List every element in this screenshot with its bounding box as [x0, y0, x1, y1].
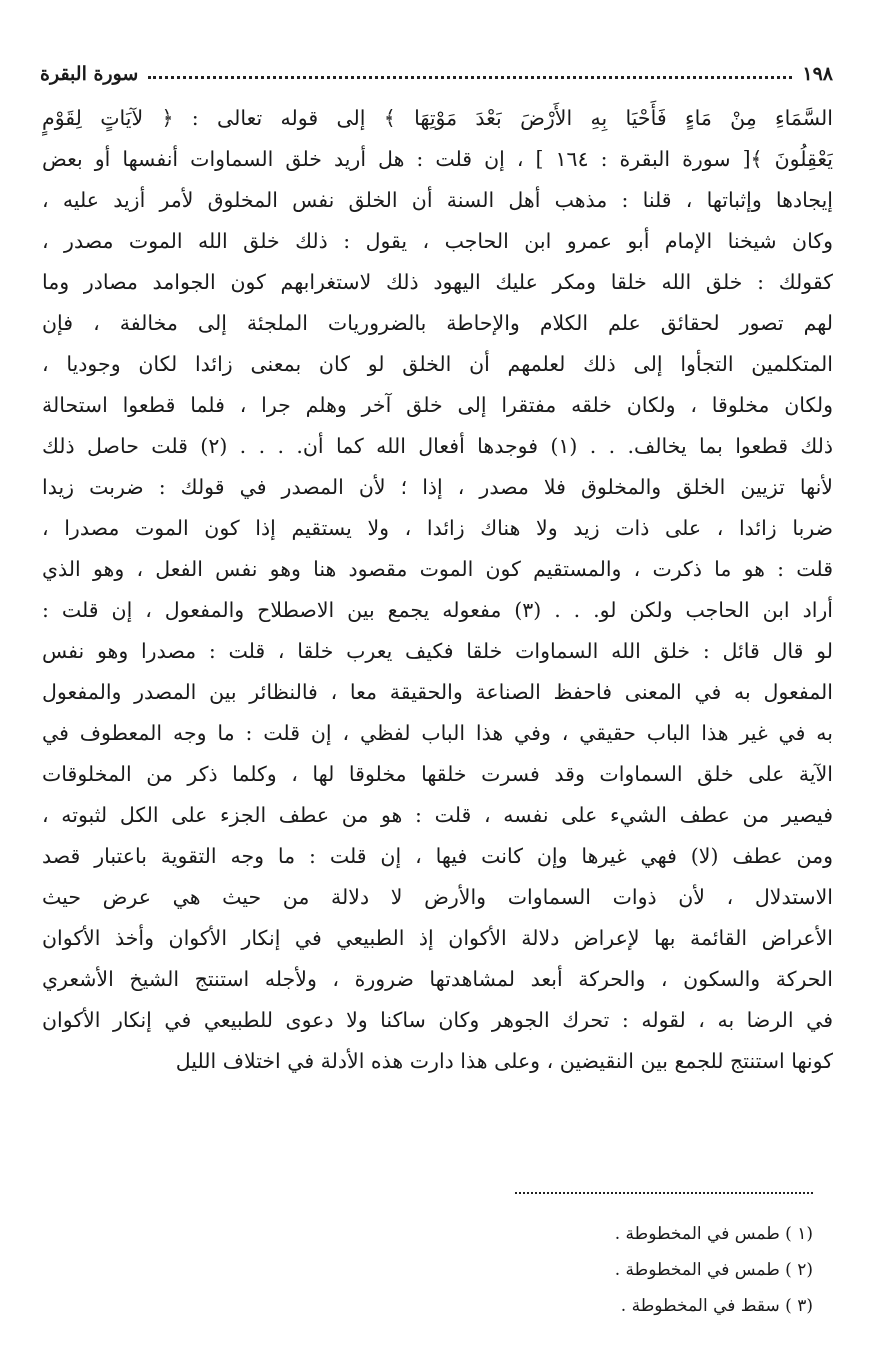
text-line: يَعْقِلُونَ ﴾[ سورة البقرة : ١٦٤ ] ، إن قلت : هل أريد خلق السماوات أنفسها أو بعض	[42, 147, 833, 171]
footnote-separator	[515, 1192, 813, 1194]
footnote: (٢ ) طمس في المخطوطة .	[614, 1260, 813, 1280]
text-line: المفعول به في المعنى فاحفظ الصناعة والحقيقة معا ، فالنظائر بين المصدر والمفعول	[42, 680, 833, 704]
text-line: الآية على خلق السماوات وقد فسرت خلقها مخلوقا لها ، وكلما ذكر من المخلوقات	[42, 762, 833, 786]
text-line: به في غير هذا الباب حقيقي ، وفي هذا الباب لفظي ، إن قلت : ما وجه المعطوف في	[42, 721, 833, 745]
footnote: (١ ) طمس في المخطوطة .	[614, 1224, 813, 1244]
text-line: لأنها تزيين الخلق والمخلوق فلا مصدر ، إذا ؛ لأن المصدر في قولك : ضربت زيدا	[42, 475, 833, 499]
text-line: كونها استنتج للجمع بين النقيضين ، وعلى هذا دارت هذه الأدلة في اختلاف الليل	[175, 1049, 833, 1073]
text-line: الحركة والسكون ، والحركة أبعد لمشاهدتها ضرورة ، ولأجله استنتج الشيخ الأشعري	[42, 967, 833, 991]
text-line: كقولك : خلق الله خلقا ومكر عليك اليهود ذلك لاستغرابهم كون الجوامد مصادر وما	[42, 270, 833, 294]
text-line: السَّمَاءِ مِنْ مَاءٍ فَأَحْيَا بِهِ الأَرْضَ بَعْدَ مَوْتِهَا ﴾ إلى قوله تعالى : ﴿ لآيَاتٍ لِقَوْمٍ	[42, 106, 833, 130]
header-dotted-rule	[148, 76, 792, 79]
page-number: ١٩٨	[802, 63, 833, 85]
text-line: لهم تصور لحقائق علم الكلام والإحاطة بالضروريات الملجئة إلى مخالفة ، فإن	[42, 311, 833, 335]
page-header	[40, 60, 833, 88]
text-line: ولكان مخلوقا ، ولكان خلقه مفتقرا إلى خلق آخر وهلم جرا ، فلما قطعوا استحالة	[42, 393, 833, 417]
text-line: ومن عطف (لا) فهي غيرها وإن كانت فيها ، إن قلت : ما وجه التقوية باعتبار قصد	[42, 844, 833, 868]
text-line: فيصير من عطف الشيء على نفسه ، قلت : هو من عطف الجزء على الكل لثبوته ،	[42, 803, 833, 827]
text-line: إيجادها وإثباتها ، قلنا : مذهب أهل السنة أن الخلق نفس المخلوق لأمر أزيد عليه ،	[42, 188, 833, 212]
text-line: الاستدلال ، لأن ذوات السماوات والأرض لا دلالة من حيث هي عرض حيث	[42, 885, 833, 909]
text-line: المتكلمين التجأوا إلى ذلك لعلمهم أن الخلق لو كان بمعنى زائدا لكان وجوديا ،	[42, 352, 833, 376]
footnote: (٣ ) سقط في المخطوطة .	[620, 1296, 813, 1316]
text-line: ذلك قطعوا بما يخالف. . . (١) فوجدها أفعال الله كما أن. . . . (٢) قلت حاصل ذلك	[42, 434, 833, 458]
text-line: لو قال قائل : خلق الله السماوات خلقا فكيف يعرب خلقا ، قلت : مصدرا وهو نفس	[42, 639, 833, 663]
text-line: وكان شيخنا الإمام أبو عمرو ابن الحاجب ، يقول : ذلك خلق الله الموت مصدر ،	[42, 229, 833, 253]
text-line: ضربا زائدا ، على ذات زيد ولا هناك زائدا ، ولا يستقيم إذا كون الموت مصدرا ،	[42, 516, 833, 540]
text-line: الأعراض القائمة بها لإعراض دلالة الأكوان إذ الطبيعي في إنكار الأكوان وأخذ الأكوان	[42, 926, 833, 950]
text-line: في الرضا به ، لقوله : تحرك الجوهر وكان ساكنا ولا دعوى للطبيعي في إنكار الأكوان	[42, 1008, 833, 1032]
text-line: قلت : هو ما ذكرت ، والمستقيم كون الموت مقصود هنا وهو نفس الفعل ، وهو الذي	[42, 557, 833, 581]
surah-title: سورة البقرة	[40, 63, 139, 85]
text-line: أراد ابن الحاجب ولكن لو. . . (٣) مفعوله يجمع بين الاصطلاح والمفعول ، إن قلت :	[42, 598, 833, 622]
footnotes	[413, 1216, 813, 1324]
main-text	[42, 98, 833, 1082]
